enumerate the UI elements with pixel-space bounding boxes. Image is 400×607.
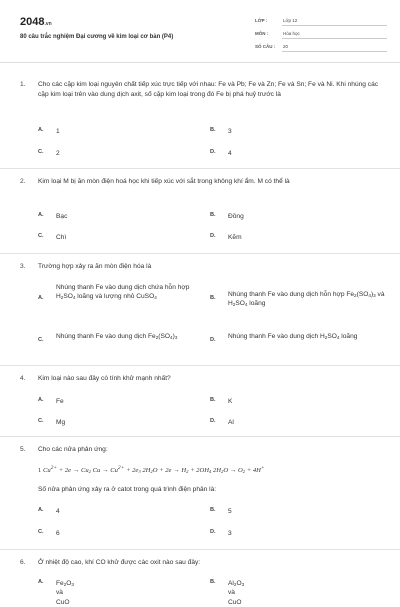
meta-divider [282, 25, 387, 26]
option-text: K [228, 398, 233, 405]
site-logo[interactable] [20, 16, 52, 28]
meta-subject-value: Hóa học [283, 31, 300, 36]
option-label: B. [210, 579, 216, 585]
question-number: 5. [20, 446, 26, 453]
option-text: Fe [56, 398, 64, 405]
option-text: 3 [228, 128, 232, 135]
option-text: Bạc [56, 213, 68, 220]
option-text: Mg [56, 419, 66, 426]
option-text: Đồng [228, 213, 244, 220]
option-text: Nhúng thanh Fe vào dung dịch chứa hỗn hợp $H_2SO_4$ loãng và lượng nhỏ CuSO$_4$ [56, 284, 190, 301]
option-text: 1 [56, 128, 60, 135]
option-label: C. [38, 529, 44, 535]
question-text: Kim loại M bị ăn mòn điện hoá học khi tiếp xúc với sắt trong không khí ẩm. M có thể là [38, 178, 290, 185]
option-label: B. [210, 127, 216, 133]
question-number: 6. [20, 559, 26, 566]
question-text: Ở nhiệt độ cao, khí CO khử được các oxit nào sau đây: [38, 559, 201, 566]
option-label: A. [38, 507, 44, 513]
question-number: 1. [20, 81, 26, 88]
option-text: 2 [56, 150, 60, 157]
option-label: D. [210, 418, 216, 424]
option-label: D. [210, 337, 216, 343]
question-text: Cho các cặp kim loại nguyên chất tiếp xúc trực tiếp với nhau: Fe và Pb; Fe và Zn; Fe và Sn; Fe và Ni. Khi nhúng các cặp kim loại trên vào dung dịch axit, số cặp kim loại trong đó Fe bị phá huỷ trước là [38, 81, 379, 98]
option-label: B. [210, 295, 216, 301]
option-text: $Fe_2O_3$ và CuO [56, 580, 74, 606]
question-number: 3. [20, 263, 26, 270]
option-label: B. [210, 397, 216, 403]
question-divider [0, 365, 400, 366]
option-label: C. [38, 418, 44, 424]
option-label: D. [210, 149, 216, 155]
option-label: B. [210, 507, 216, 513]
option-text: Kẽm [228, 234, 242, 241]
meta-class-key: LỚP : [255, 18, 268, 23]
option-label: C. [38, 233, 44, 239]
logo-text: 2048 [20, 16, 45, 28]
meta-divider [282, 51, 387, 52]
question-divider [0, 436, 400, 437]
option-label: C. [38, 149, 44, 155]
option-text: Chì [56, 234, 67, 241]
option-text: $Al_2O_3$ và CuO [228, 580, 245, 606]
question-number: 2. [20, 178, 26, 185]
question-divider [0, 253, 400, 254]
header-divider [0, 62, 400, 63]
option-label: A. [38, 295, 44, 301]
meta-class-value: Lớp 12 [283, 18, 298, 23]
half-reactions-equation: 1 $Cu^{2+} + 2e \to Cu_2$ $Cu \to Cu^{2+} + 2e_3$ $2H_2O + 2e \to H_2 + 2OH_4$ $2H_2O \to O_2 + 4H^+$ [38, 465, 265, 475]
option-label: C. [38, 337, 44, 343]
question-text: Số nửa phản ứng xảy ra ở catot trong quá trình điện phân là: [38, 486, 217, 493]
option-text: 4 [228, 150, 232, 157]
meta-count-value: 20 [283, 44, 289, 49]
option-text: 4 [56, 508, 60, 515]
meta-divider [282, 38, 387, 39]
option-text: Nhúng thanh Fe vào dung dịch $H_2SO_4$ loãng [228, 333, 358, 340]
option-label: A. [38, 127, 44, 133]
question-text: Kim loại nào sau đây có tính khử mạnh nhất? [38, 375, 171, 382]
meta-subject-key: MÔN : [255, 31, 269, 36]
question-number: 4. [20, 375, 26, 382]
logo-suffix: .vn [44, 21, 52, 27]
option-text: 6 [56, 530, 60, 537]
option-label: B. [210, 212, 216, 218]
option-label: D. [210, 233, 216, 239]
option-text: Al [228, 419, 234, 426]
option-label: D. [210, 529, 216, 535]
question-text: Trường hợp xảy ra ăn mòn điện hóa là [38, 263, 152, 270]
option-text: Nhúng thanh Fe vào dung dịch $Fe_2(SO_4)_3$ [56, 333, 178, 340]
option-text: 3 [228, 530, 232, 537]
option-text: 5 [228, 508, 232, 515]
meta-count-key: SỐ CÂU : [255, 44, 276, 49]
option-label: A. [38, 397, 44, 403]
option-label: A. [38, 212, 44, 218]
option-label: A. [38, 579, 44, 585]
question-text: Cho các nửa phản ứng: [38, 446, 108, 453]
option-text: Nhúng thanh Fe vào dung dịch hỗn hợp $Fe_2(SO_4)_3$ và $H_2SO_4$ loãng [228, 291, 385, 308]
page-title: 80 câu trắc nghiệm Đại cương về kim loại cơ bản (P4) [20, 34, 174, 40]
question-divider [0, 549, 400, 550]
question-divider [0, 168, 400, 169]
